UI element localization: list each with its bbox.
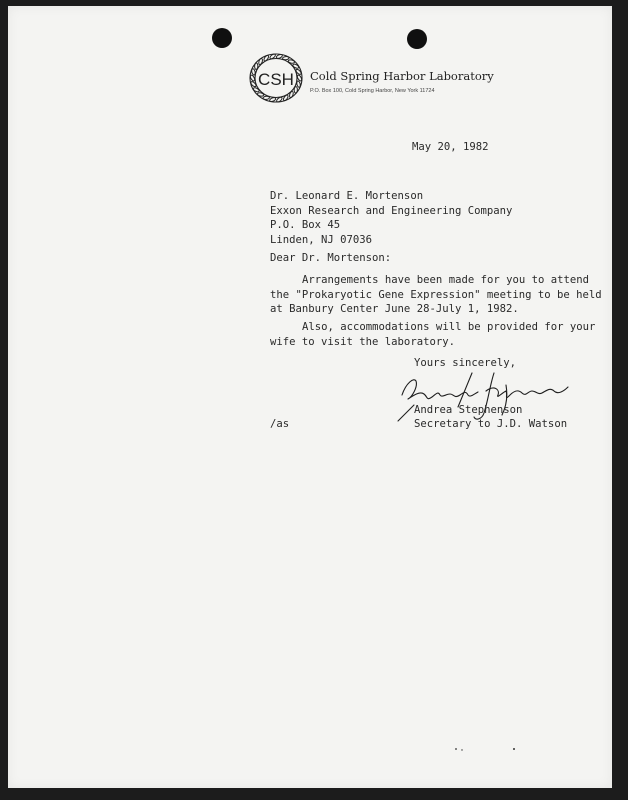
body-line: at Banbury Center June 28-July 1, 1982. <box>270 303 519 316</box>
punch-hole-right <box>407 29 427 49</box>
typist-initials: /as <box>270 418 290 430</box>
recipient-line: Linden, NJ 07036 <box>270 233 373 246</box>
body-paragraph-2 <box>270 320 595 349</box>
recipient-line: Exxon Research and Engineering Company <box>270 204 513 217</box>
punch-hole-left <box>212 28 232 48</box>
body-paragraph-1 <box>270 273 602 317</box>
letter-page <box>8 6 612 788</box>
recipient-line: P.O. Box 45 <box>270 219 341 232</box>
signer-name: Andrea Stephenson <box>414 404 523 416</box>
recipient-line: Dr. Leonard E. Mortenson <box>270 190 424 202</box>
letter-date: May 20, 1982 <box>412 141 489 153</box>
laboratory-name: Cold Spring Harbor Laboratory <box>310 69 494 83</box>
body-line: Arrangements have been made for you to attend <box>302 274 590 286</box>
logo-text: CSH <box>258 70 294 89</box>
signer-title: Secretary to J.D. Watson <box>414 418 568 430</box>
scan-specks <box>452 744 522 754</box>
closing: Yours sincerely, <box>414 357 517 369</box>
laboratory-address: P.O. Box 100, Cold Spring Harbor, New York 11724 <box>310 88 435 94</box>
salutation: Dear Dr. Mortenson: <box>270 252 392 264</box>
recipient-address <box>270 189 512 247</box>
csh-logo-icon <box>246 50 306 106</box>
body-line: Also, accommodations will be provided for your <box>302 321 596 333</box>
body-line: the "Prokaryotic Gene Expression" meeting to be held <box>270 288 602 301</box>
body-line: wife to visit the laboratory. <box>270 335 455 348</box>
